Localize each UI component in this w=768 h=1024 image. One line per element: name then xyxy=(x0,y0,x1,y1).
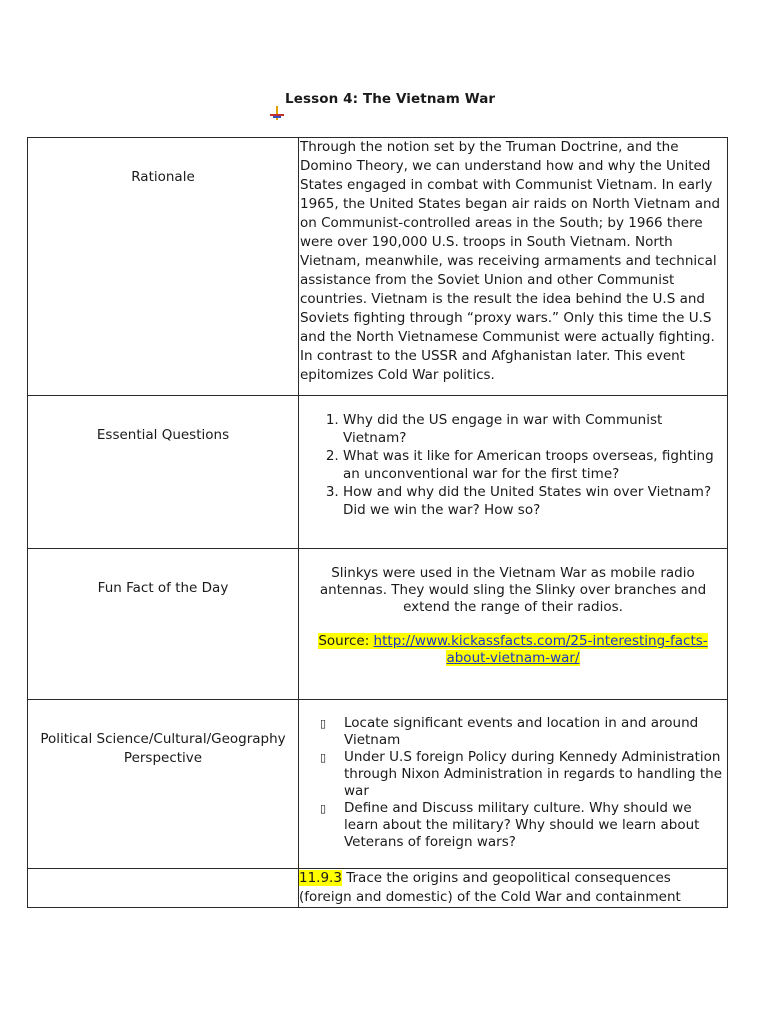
essential-questions-label: Essential Questions xyxy=(96,427,230,443)
source-link[interactable]: http://www.kickassfacts.com/25-interesting-facts-about-vietnam-war/ xyxy=(373,633,708,666)
essential-questions-list xyxy=(299,396,727,519)
list-item-text: Under U.S foreign Policy during Kennedy Administration through Nixon Administration in regards to handling the war xyxy=(344,749,723,799)
standard-text xyxy=(299,869,727,907)
standard-row xyxy=(28,869,728,908)
anchor-icon[interactable] xyxy=(270,106,284,120)
list-item xyxy=(299,749,727,800)
lesson-title: Lesson 4: The Vietnam War xyxy=(285,91,496,107)
perspective-content-cell xyxy=(299,700,728,869)
standard-label-cell xyxy=(28,869,299,908)
source-label-text: Source: xyxy=(318,633,370,649)
essential-questions-label-cell xyxy=(28,396,299,549)
list-item: 1. Why did the US engage in war with Communist Vietnam? xyxy=(343,411,725,447)
fun-fact-row xyxy=(28,549,728,700)
list-item-text: Locate significant events and location in and around Vietnam xyxy=(344,715,699,748)
essential-questions-row xyxy=(28,396,728,549)
perspective-label: Political Science/Cultural/Geography Perspective xyxy=(40,731,286,766)
fun-fact-label: Fun Fact of the Day xyxy=(97,580,229,596)
bullet-icon: ▯ xyxy=(320,717,327,730)
perspective-label-cell xyxy=(28,700,299,869)
list-item-text: Define and Discuss military culture. Why should we learn about the military? Why should we learn about Veterans of foreign wars? xyxy=(344,800,700,850)
lesson-table xyxy=(27,137,728,908)
rationale-label: Rationale xyxy=(131,169,195,185)
standard-content-cell xyxy=(299,869,728,908)
fun-fact-text: Slinkys were used in the Vietnam War as mobile radio antennas. They would sling the Slinky over branches and extend the range of their radios. xyxy=(319,565,707,615)
perspective-list xyxy=(299,700,727,851)
list-item: 3. How and why did the United States win over Vietnam? Did we win the war? How so? xyxy=(343,483,725,519)
list-item: 2. What was it like for American troops overseas, fighting an unconventional war for the first time? xyxy=(343,447,725,483)
list-item xyxy=(299,800,727,851)
perspective-row xyxy=(28,700,728,869)
rationale-content-cell xyxy=(299,138,728,396)
bullet-icon: ▯ xyxy=(320,751,327,764)
essential-questions-content-cell xyxy=(299,396,728,549)
standard-description: Trace the origins and geopolitical consequences (foreign and domestic) of the Cold War and containment xyxy=(299,870,681,905)
bullet-icon: ▯ xyxy=(320,802,327,815)
rationale-label-cell xyxy=(28,138,299,396)
fun-fact-source xyxy=(299,633,727,667)
rationale-row xyxy=(28,138,728,396)
fun-fact-label-cell xyxy=(28,549,299,700)
rationale-text: Through the notion set by the Truman Doctrine, and the Domino Theory, we can understand how and why the United States engaged in combat with Communist Vietnam. In early 1965, the United States began air raids on North Vietnam and on Communist-controlled areas in the South; by 1966 there were over 190,000 U.S. troops in South Vietnam. North Vietnam, meanwhile, was receiving armaments and technical assistance from the Soviet Union and other Communist countries. Vietnam is the result the idea behind the U.S and Soviets fighting through “proxy wars.” Only this time the U.S and the North Vietnamese Communist were actually fighting. In contrast to the USSR and Afghanistan later. This event epitomizes Cold War politics. xyxy=(300,139,721,383)
standard-code: 11.9.3 xyxy=(299,870,342,886)
source-label xyxy=(318,633,373,649)
fun-fact-content-cell xyxy=(299,549,728,700)
list-item xyxy=(299,715,727,749)
